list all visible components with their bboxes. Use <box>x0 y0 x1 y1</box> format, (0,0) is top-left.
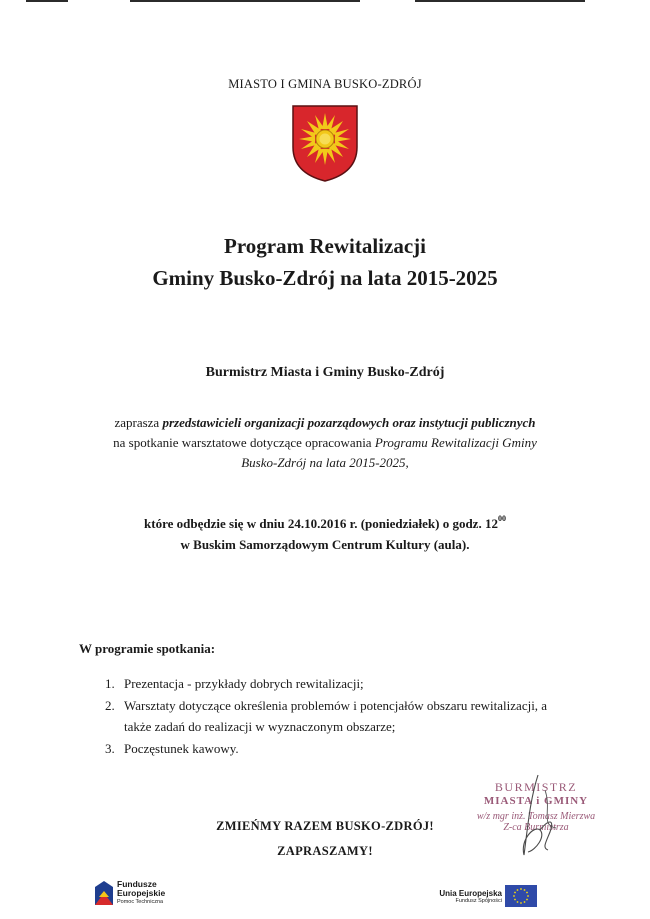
agenda-item-number: 2. <box>105 698 115 713</box>
program-title-line-1: Programu Rewitalizacji Gminy <box>374 435 537 450</box>
handwritten-signature <box>500 770 580 865</box>
stamp-line-2: MIASTA i GMINY <box>483 795 589 807</box>
scan-edge-mark <box>26 0 68 2</box>
fe-subtitle: Pomoc Techniczna <box>117 899 164 905</box>
fe-title-2: Europejskie <box>117 888 166 898</box>
event-time-minutes: 00 <box>497 514 506 523</box>
event-details <box>0 508 650 555</box>
agenda-item-text-cont: także zadań do realizacji w wyznaczonym obszarze; <box>124 719 396 734</box>
scan-edge-mark <box>130 0 360 2</box>
agenda-item-number: 1. <box>105 676 115 691</box>
agenda-item <box>80 695 580 737</box>
stamp-line-3: w/z mgr inż. Tomasz Mierzwa <box>476 811 596 822</box>
agenda-item <box>80 738 580 759</box>
municipality-header: MIASTO I GMINA BUSKO-ZDRÓJ <box>228 77 422 91</box>
document-title <box>0 230 650 294</box>
eu-label <box>430 889 502 904</box>
title-line-2: Gminy Busko-Zdrój na lata 2015-2025 <box>152 266 498 290</box>
event-date: które odbędzie się w dniu 24.10.2016 r. (poniedziałek) o godz. 12 <box>144 516 498 531</box>
agenda-heading: W programie spotkania: <box>79 641 216 656</box>
stamp-line-4: Z-ca Burmistrza <box>503 822 569 833</box>
european-funds-label <box>117 880 165 905</box>
title-line-1: Program Rewitalizacji <box>224 234 426 258</box>
coat-of-arms-icon <box>289 103 361 183</box>
invitation-paragraph <box>0 413 650 473</box>
invitation-verb: zaprasza <box>114 415 160 430</box>
program-title-line-2: Busko-Zdrój na lata 2015-2025, <box>241 455 409 470</box>
european-funds-logo-icon <box>93 877 117 911</box>
meeting-text: na spotkanie warsztatowe dotyczące opracowania <box>113 435 372 450</box>
agenda-item <box>80 673 580 694</box>
stamp-line-1: BURMISTRZ <box>494 780 578 794</box>
eu-flag-icon <box>505 885 537 907</box>
agenda-item-text: Warsztaty dotyczące określenia problemów i potencjałów obszaru rewitalizacji, a <box>124 698 548 713</box>
eu-title: Unia Europejska <box>439 889 502 898</box>
agenda-item-text: Poczęstunek kawowy. <box>124 741 239 756</box>
mayor-name: Burmistrz Miasta i Gminy Busko-Zdrój <box>205 365 445 380</box>
eu-subtitle: Fundusz Spójności <box>455 898 502 904</box>
fe-title-1: Fundusze <box>117 879 157 889</box>
closing-slogan: ZMIEŃMY RAZEM BUSKO-ZDRÓJ! <box>216 819 434 833</box>
event-location: w Buskim Samorządowym Centrum Kultury (aula). <box>180 537 470 552</box>
agenda-item-number: 3. <box>105 741 115 756</box>
agenda-item-text: Prezentacja - przykłady dobrych rewitalizacji; <box>124 676 364 691</box>
invitation-audience: przedstawicieli organizacji pozarządowych oraz instytucji publicznych <box>162 415 536 430</box>
closing-invite: ZAPRASZAMY! <box>277 844 373 858</box>
scan-edge-mark <box>415 0 585 2</box>
agenda-list <box>80 673 580 760</box>
